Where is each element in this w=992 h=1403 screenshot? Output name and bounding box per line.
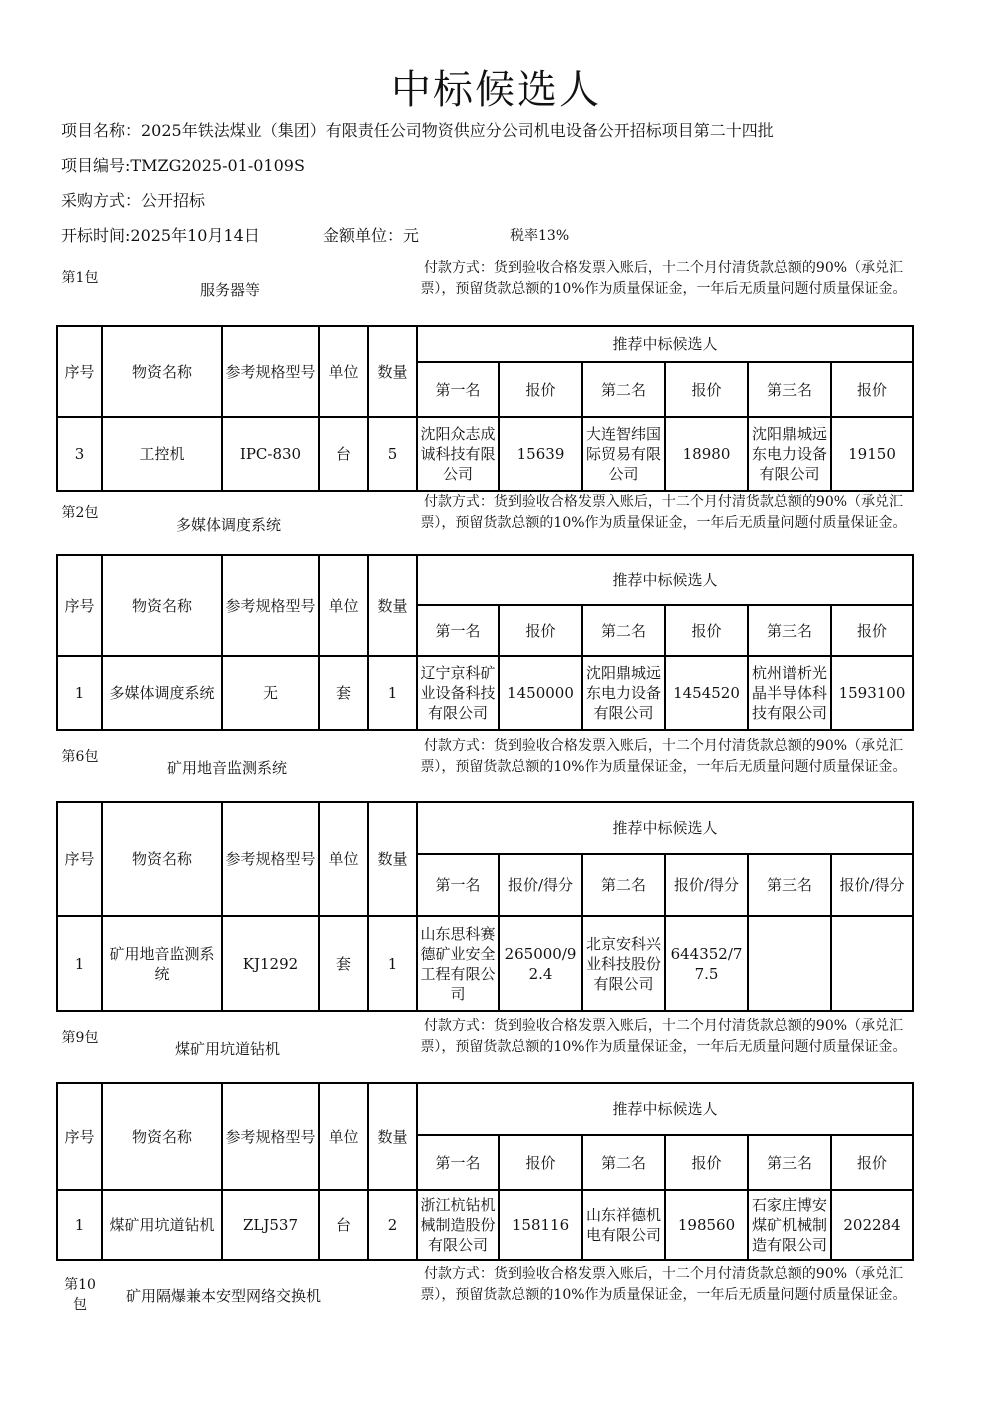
header-first: 第一名	[417, 362, 499, 417]
cell-spec: 无	[222, 656, 319, 730]
header-second: 第二名	[582, 1135, 665, 1190]
header-recommended: 推荐中标候选人	[417, 1083, 913, 1135]
cell-spec: KJ1292	[222, 916, 319, 1011]
cell-second-price: 198560	[665, 1190, 748, 1260]
header-price: 报价	[499, 605, 582, 656]
bid-table	[56, 1082, 914, 1261]
bid-table	[56, 554, 914, 731]
cell-material: 矿用地音监测系统	[102, 916, 222, 1011]
header-qty: 数量	[368, 326, 417, 417]
cell-third-price: 202284	[831, 1190, 913, 1260]
cell-first: 浙江杭钻机械制造股份有限公司	[420, 1196, 496, 1254]
header-price: 报价	[831, 362, 913, 417]
payment-terms: 付款方式：货到验收合格发票入账后，十二个月付清货款总额的90%（承兑汇票），预留货款总额的10%作为质量保证金，一年后无质量问题付质量保证金。	[420, 1018, 907, 1055]
cell-spec: ZLJ537	[222, 1190, 319, 1260]
cell-second: 沈阳鼎城远东电力设备有限公司	[585, 664, 661, 722]
header-third: 第三名	[748, 1135, 831, 1190]
header-price: 报价	[499, 1135, 582, 1190]
header-unit: 单位	[319, 555, 368, 656]
package-name: 矿用隔爆兼本安型网络交换机	[126, 1287, 322, 1305]
cell-first: 辽宁京科矿业设备科技有限公司	[420, 664, 496, 722]
cell-qty: 1	[368, 656, 417, 730]
cell-third: 沈阳鼎城远东电力设备有限公司	[751, 425, 827, 483]
payment-terms: 付款方式：货到验收合格发票入账后，十二个月付清货款总额的90%（承兑汇票），预留货款总额的10%作为质量保证金，一年后无质量问题付质量保证金。	[420, 260, 907, 297]
header-price: 报价	[831, 1135, 913, 1190]
cell-unit: 台	[319, 1190, 368, 1260]
header-material: 物资名称	[102, 1083, 222, 1190]
header-price: 报价	[665, 605, 748, 656]
package-name: 多媒体调度系统	[176, 516, 282, 534]
cell-second-price: 1454520	[665, 656, 748, 730]
header-unit: 单位	[319, 326, 368, 417]
header-unit: 单位	[319, 1083, 368, 1190]
cell-first-price: 1450000	[499, 656, 582, 730]
table-row	[57, 656, 913, 730]
cell-first: 山东思科赛德矿业安全工程有限公司	[420, 924, 496, 1003]
header-price: 报价	[499, 362, 582, 417]
cell-first: 沈阳众志成诚科技有限公司	[420, 425, 496, 483]
header-seq: 序号	[57, 802, 102, 916]
cell-qty: 5	[368, 417, 417, 491]
header-material: 物资名称	[102, 555, 222, 656]
cell-third	[748, 916, 831, 1011]
header-first: 第一名	[417, 854, 499, 916]
open-date: 开标时间:2025年10月14日	[61, 226, 260, 245]
cell-material: 工控机	[102, 417, 222, 491]
cell-unit: 套	[319, 916, 368, 1011]
cell-third: 杭州谱析光晶半导体科技有限公司	[751, 664, 827, 722]
header-seq: 序号	[57, 555, 102, 656]
project-name: 项目名称：2025年铁法煤业（集团）有限责任公司物资供应分公司机电设备公开招标项目第二十四批	[61, 121, 774, 140]
cell-third: 石家庄博安煤矿机械制造有限公司	[751, 1196, 827, 1254]
package-name: 煤矿用坑道钻机	[175, 1040, 281, 1058]
header-price: 报价	[665, 362, 748, 417]
cell-material: 多媒体调度系统	[102, 656, 222, 730]
table-row	[57, 1190, 913, 1260]
header-second: 第二名	[582, 605, 665, 656]
cell-second: 北京安科兴业科技股份有限公司	[585, 934, 661, 993]
header-qty: 数量	[368, 802, 417, 916]
header-spec: 参考规格型号	[222, 802, 319, 916]
table-row	[57, 916, 913, 1011]
header-price-score: 报价/得分	[499, 854, 582, 916]
cell-qty: 1	[368, 916, 417, 1011]
bid-table	[56, 325, 914, 492]
header-price: 报价	[831, 605, 913, 656]
payment-terms: 付款方式：货到验收合格发票入账后，十二个月付清货款总额的90%（承兑汇票），预留货款总额的10%作为质量保证金，一年后无质量问题付质量保证金。	[420, 1266, 907, 1303]
purchase-method: 采购方式：公开招标	[61, 191, 206, 210]
cell-material: 煤矿用坑道钻机	[102, 1190, 222, 1260]
package-label: 第10包	[64, 1277, 96, 1313]
cell-seq: 3	[57, 417, 102, 491]
header-unit: 单位	[319, 802, 368, 916]
cell-third-price: 19150	[831, 417, 913, 491]
header-first: 第一名	[417, 605, 499, 656]
header-spec: 参考规格型号	[222, 1083, 319, 1190]
cell-first-price: 158116	[499, 1190, 582, 1260]
header-third: 第三名	[748, 854, 831, 916]
header-price-score: 报价/得分	[665, 854, 748, 916]
cell-second: 山东祥德机电有限公司	[585, 1206, 661, 1244]
header-second: 第二名	[582, 362, 665, 417]
cell-first-price: 15639	[499, 417, 582, 491]
project-code: 项目编号:TMZG2025-01-0109S	[61, 156, 305, 175]
header-spec: 参考规格型号	[222, 326, 319, 417]
tax-rate: 税率13%	[510, 228, 570, 244]
header-price: 报价	[665, 1135, 748, 1190]
header-price-score: 报价/得分	[831, 854, 913, 916]
header-second: 第二名	[582, 854, 665, 916]
cell-seq: 1	[57, 656, 102, 730]
page-title: 中标候选人	[391, 67, 601, 113]
header-seq: 序号	[57, 326, 102, 417]
header-third: 第三名	[748, 605, 831, 656]
header-spec: 参考规格型号	[222, 555, 319, 656]
payment-terms: 付款方式：货到验收合格发票入账后，十二个月付清货款总额的90%（承兑汇票），预留货款总额的10%作为质量保证金，一年后无质量问题付质量保证金。	[420, 738, 907, 775]
package-label: 第6包	[61, 749, 99, 765]
header-recommended: 推荐中标候选人	[417, 555, 913, 605]
header-third: 第三名	[748, 362, 831, 417]
header-qty: 数量	[368, 555, 417, 656]
cell-spec: IPC-830	[222, 417, 319, 491]
header-seq: 序号	[57, 1083, 102, 1190]
header-recommended: 推荐中标候选人	[417, 802, 913, 854]
package-label: 第2包	[61, 505, 99, 521]
header-qty: 数量	[368, 1083, 417, 1190]
table-row	[57, 417, 913, 491]
cell-second: 大连智纬国际贸易有限公司	[585, 425, 661, 483]
cell-third-price: 1593100	[831, 656, 913, 730]
payment-terms: 付款方式：货到验收合格发票入账后，十二个月付清货款总额的90%（承兑汇票），预留货款总额的10%作为质量保证金，一年后无质量问题付质量保证金。	[420, 494, 907, 531]
amount-unit: 金额单位：元	[323, 226, 420, 245]
package-name: 矿用地音监测系统	[167, 759, 288, 777]
header-material: 物资名称	[102, 802, 222, 916]
cell-second-price: 644352/77.5	[665, 916, 748, 1011]
package-name: 服务器等	[200, 281, 261, 299]
cell-seq: 1	[57, 916, 102, 1011]
cell-unit: 套	[319, 656, 368, 730]
package-label: 第1包	[61, 270, 99, 286]
cell-first-price: 265000/92.4	[499, 916, 582, 1011]
cell-seq: 1	[57, 1190, 102, 1260]
cell-qty: 2	[368, 1190, 417, 1260]
package-label: 第9包	[61, 1030, 99, 1046]
cell-second-price: 18980	[665, 417, 748, 491]
bid-table	[56, 801, 914, 1012]
header-material: 物资名称	[102, 326, 222, 417]
header-first: 第一名	[417, 1135, 499, 1190]
header-recommended: 推荐中标候选人	[417, 326, 913, 362]
cell-unit: 台	[319, 417, 368, 491]
cell-third-price	[831, 916, 913, 1011]
